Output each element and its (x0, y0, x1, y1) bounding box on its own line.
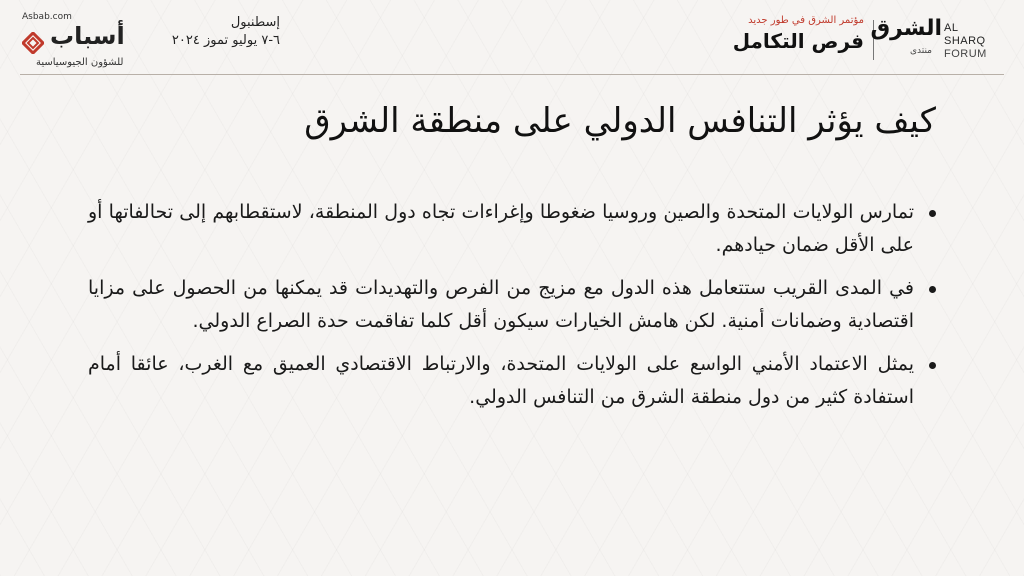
al-sharq-forum-logo (870, 14, 1002, 66)
forum-logo-english (944, 22, 998, 61)
bullet-dot-icon (929, 210, 936, 217)
slide-header (0, 0, 1024, 76)
asbab-name: أسباب (50, 22, 125, 50)
forum-logo-arabic-sub: منتدى (909, 46, 932, 56)
bullet-dot-icon (929, 362, 936, 369)
asbab-subtitle: للشؤون الجيوسياسية (36, 57, 124, 68)
bullet-text: يمثل الاعتماد الأمني الواسع على الولايات المتحدة، والارتباط الاقتصادي العميق مع الغرب، عائقا أمام استفادة كثير من دول منطقة الشرق من التنافس الدولي. (88, 353, 914, 408)
conference-title: فرص التكامل (732, 29, 864, 53)
event-city: إسطنبول (230, 15, 280, 30)
forum-logo-english-line1: AL SHARQ (944, 22, 986, 47)
asbab-url: Asbab.com (22, 12, 72, 22)
asbab-diamond-icon (22, 32, 44, 54)
asbab-logo (22, 10, 147, 70)
bullet-item (88, 348, 936, 414)
bullet-item (88, 196, 936, 262)
forum-logo-arabic: الشرق (870, 16, 942, 41)
event-date: ٦-٧ يوليو تموز ٢٠٢٤ (171, 33, 280, 48)
forum-logo-english-line2: FORUM (944, 48, 987, 60)
header-divider-line (20, 74, 1004, 75)
conference-title-block (733, 14, 864, 54)
bullet-item (88, 272, 936, 338)
slide-title: كيف يؤثر التنافس الدولي على منطقة الشرق (304, 101, 936, 141)
bullet-text: تمارس الولايات المتحدة والصين وروسيا ضغوطا وإغراءات تجاه دول المنطقة، لاستقطابهم إلى تحالفاتها أو على الأقل ضمان حيادهم. (88, 201, 914, 256)
bullet-list (88, 196, 936, 424)
bullet-dot-icon (929, 286, 936, 293)
bullet-text: في المدى القريب ستتعامل هذه الدول مع مزيج من الفرص والتهديدات قد يمكنها من الحصول على مزايا اقتصادية وضمانات أمنية. لكن هامش الخيارات سيكون أقل كلما تفاقمت حدة الصراع الدولي. (88, 277, 914, 332)
conference-tagline: مؤتمر الشرق في طور جديد (748, 15, 864, 26)
event-info (155, 14, 280, 50)
